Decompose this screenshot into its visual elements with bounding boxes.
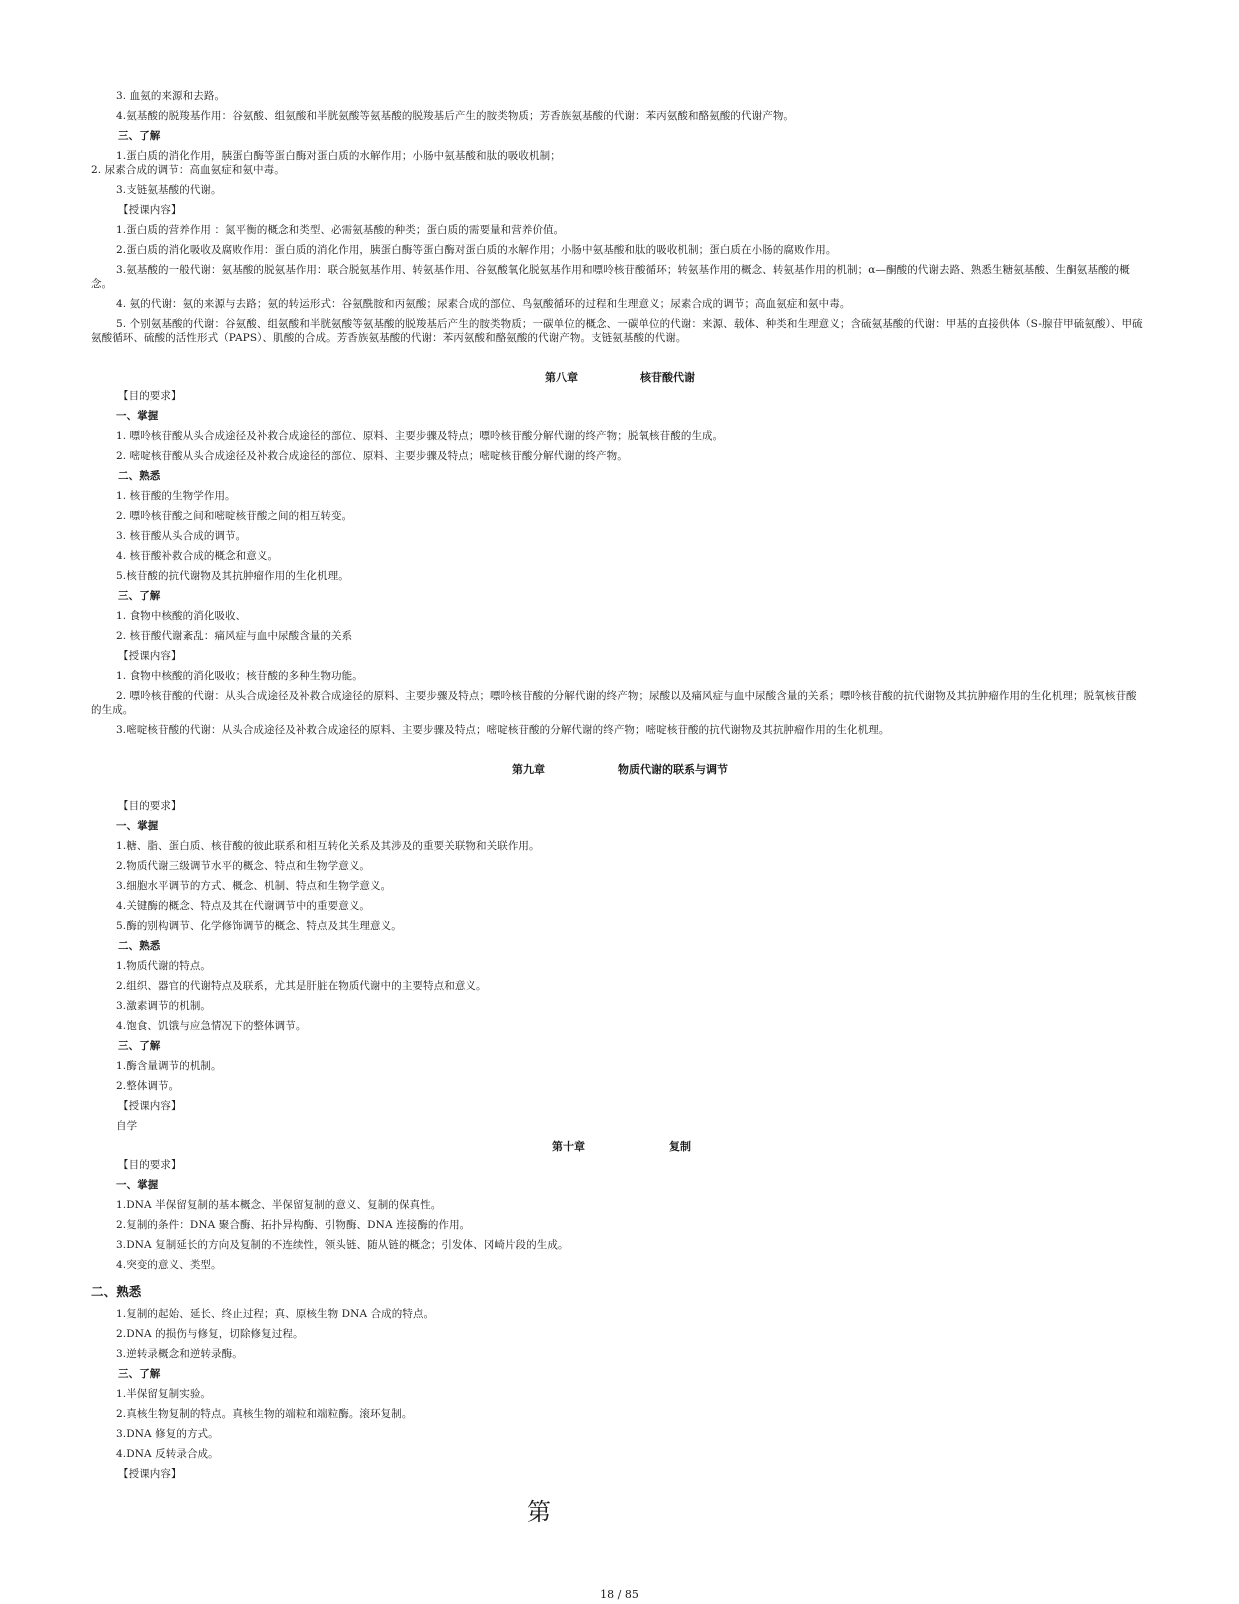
text-line: 1.DNA 半保留复制的基本概念、半保留复制的意义、复制的保真性。 — [116, 1199, 442, 1211]
text-line: 1.物质代谢的特点。 — [116, 960, 212, 972]
text-line: 3. 核苷酸从头合成的调节。 — [116, 530, 247, 542]
text-line: 4.饱食、饥饿与应急情况下的整体调节。 — [116, 1020, 307, 1032]
text-line: 5.核苷酸的抗代谢物及其抗肿瘤作用的生化机理。 — [116, 570, 349, 582]
text-line: 2. 嘌呤核苷酸之间和嘧啶核苷酸之间的相互转变。 — [116, 510, 353, 522]
section-heading: 二、熟悉 — [118, 940, 161, 952]
text-line: 2. 嘧啶核苷酸从头合成途径及补救合成途径的部位、原料、主要步骤及特点；嘧啶核苷酸分解代谢的终产物。 — [116, 450, 628, 462]
section-heading: 三、了解 — [118, 1368, 161, 1380]
section-heading: 三、了解 — [118, 590, 161, 602]
chapter-number: 第十章 — [552, 1140, 585, 1153]
section-heading: 三、了解 — [118, 1040, 161, 1052]
section-label: 【授课内容】 — [118, 650, 182, 662]
text-line: 1. 核苷酸的生物学作用。 — [116, 490, 236, 502]
chapter-title: 物质代谢的联系与调节 — [618, 763, 728, 776]
text-line: 2.DNA 的损伤与修复，切除修复过程。 — [116, 1328, 304, 1340]
text-line: 4.氨基酸的脱羧基作用：谷氨酸、组氨酸和半胱氨酸等氨基酸的脱羧基后产生的胺类物质；芳香族氨基酸的代谢：苯丙氨酸和酪氨酸的代谢产物。 — [116, 110, 795, 122]
section-label: 【目的要求】 — [118, 800, 182, 812]
text-line: 3.支链氨基酸的代谢。 — [116, 184, 222, 196]
text-line: 1.半保留复制实验。 — [116, 1388, 212, 1400]
text-line: 2.整体调节。 — [116, 1080, 180, 1092]
text-line: 3.细胞水平调节的方式、概念、机制、特点和生物学意义。 — [116, 880, 392, 892]
section-heading: 二、熟悉 — [118, 470, 161, 482]
text-line: 2.蛋白质的消化吸收及腐败作用：蛋白质的消化作用，胰蛋白酶等蛋白酶对蛋白质的水解作用；小肠中氨基酸和肽的吸收机制；蛋白质在小肠的腐败作用。 — [116, 244, 837, 256]
text-line: 4.DNA 反转录合成。 — [116, 1448, 219, 1460]
text-line: 1. 嘌呤核苷酸从头合成途径及补救合成途径的部位、原料、主要步骤及特点；嘌呤核苷酸分解代谢的终产物；脱氧核苷酸的生成。 — [116, 430, 724, 442]
chapter-number: 第九章 — [512, 763, 545, 776]
text-line: 1.糖、脂、蛋白质、核苷酸的彼此联系和相互转化关系及其涉及的重要关联物和关联作用。 — [116, 840, 540, 852]
text-line: 4.突变的意义、类型。 — [116, 1259, 222, 1271]
text-line: 2.真核生物复制的特点。真核生物的端粒和端粒酶。滚环复制。 — [116, 1408, 413, 1420]
text-line: 1. 食物中核酸的消化吸收、 — [116, 610, 247, 622]
section-heading: 一、掌握 — [116, 410, 159, 422]
section-heading: 三、了解 — [118, 130, 161, 142]
text-line: 1.蛋白质的营养作用 ：氮平衡的概念和类型、必需氨基酸的种类；蛋白质的需要量和营养价值。 — [116, 224, 565, 236]
text-line: 2.复制的条件：DNA 聚合酶、拓扑异构酶、引物酶、DNA 连接酶的作用。 — [116, 1219, 471, 1231]
text-line: 4. 氨的代谢：氨的来源与去路；氨的转运形式：谷氨酰胺和丙氨酸；尿素合成的部位、鸟氨酸循环的过程和生理意义；尿素合成的调节；高血氨症和氨中毒。 — [116, 298, 851, 310]
text-line: 4.关键酶的概念、特点及其在代谢调节中的重要意义。 — [116, 900, 371, 912]
text-line: 5.酶的别构调节、化学修饰调节的概念、特点及其生理意义。 — [116, 920, 402, 932]
text-line: 3.DNA 复制延长的方向及复制的不连续性，领头链、随从链的概念；引发体、冈崎片段的生成。 — [116, 1239, 569, 1251]
text-paragraph: 5. 个别氨基酸的代谢：谷氨酸、组氨酸和半胱氨酸等氨基酸的脱羧基后产生的胺类物质；一碳单位的概念、一碳单位的代谢：来源、载体、种类和生理意义；含硫氨基酸的代谢：甲基的直接供体（S-腺苷甲硫氨酸）、甲硫氨酸循环、硫酸的活性形式（PAPS）、肌酸的合成。芳香族氨基酸的代谢：苯丙氨酸和酪氨酸的代谢产物。支链氨基酸的代谢。 — [91, 318, 1143, 344]
section-heading: 一、掌握 — [116, 820, 159, 832]
text-line: 3. 血氨的来源和去路。 — [116, 90, 226, 102]
text-line: 4. 核苷酸补救合成的概念和意义。 — [116, 550, 279, 562]
text-line: 1.复制的起始、延长、终止过程；真、原核生物 DNA 合成的特点。 — [116, 1308, 435, 1320]
section-label: 【目的要求】 — [118, 390, 182, 402]
text-line: 1. 食物中核酸的消化吸收；核苷酸的多种生物功能。 — [116, 670, 363, 682]
section-label: 【目的要求】 — [118, 1159, 182, 1171]
text-line: 3.DNA 修复的方式。 — [116, 1428, 219, 1440]
text-line: 1.酶含量调节的机制。 — [116, 1060, 222, 1072]
text-line: 自学 — [116, 1120, 138, 1132]
text-line: 3.嘧啶核苷酸的代谢：从头合成途径及补救合成途径的原料、主要步骤及特点；嘧啶核苷酸的分解代谢的终产物；嘧啶核苷酸的抗代谢物及其抗肿瘤作用的生化机理。 — [116, 724, 890, 736]
text-line: 2.组织、器官的代谢特点及联系，尤其是肝脏在物质代谢中的主要特点和意义。 — [116, 980, 487, 992]
section-heading: 二、熟悉 — [91, 1284, 142, 1299]
chapter-title: 核苷酸代谢 — [640, 371, 695, 384]
page-number: 18 / 85 — [600, 1588, 639, 1601]
section-label: 【授课内容】 — [118, 204, 182, 216]
section-heading: 一、掌握 — [116, 1179, 159, 1191]
text-line: 3.激素调节的机制。 — [116, 1000, 212, 1012]
text-line: 1.蛋白质的消化作用，胰蛋白酶等蛋白酶对蛋白质的水解作用；小肠中氨基酸和肽的吸收机制； — [116, 150, 561, 162]
footer-heading-fragment: 第 — [527, 1498, 551, 1526]
section-label: 【授课内容】 — [118, 1468, 182, 1480]
text-line: 3.逆转录概念和逆转录酶。 — [116, 1348, 243, 1360]
text-paragraph: 3.氨基酸的一般代谢：氨基酸的脱氨基作用：联合脱氨基作用、转氨基作用、谷氨酸氧化脱氨基作用和嘌呤核苷酸循环；转氨基作用的概念、转氨基作用的机制；α—酮酸的代谢去路、熟悉生糖氨基酸、生酮氨基酸的概念。 — [91, 264, 1130, 290]
text-paragraph: 2. 嘌呤核苷酸的代谢：从头合成途径及补救合成途径的原料、主要步骤及特点；嘌呤核苷酸的分解代谢的终产物；尿酸以及痛风症与血中尿酸含量的关系；嘌呤核苷酸的抗代谢物及其抗肿瘤作用的生化机理；脱氧核苷酸的生成。 — [91, 690, 1137, 716]
text-line: 2. 尿素合成的调节：高血氨症和氨中毒。 — [91, 164, 285, 176]
text-line: 2. 核苷酸代谢紊乱：痛风症与血中尿酸含量的关系 — [116, 630, 353, 642]
chapter-number: 第八章 — [545, 371, 578, 384]
chapter-title: 复制 — [669, 1140, 691, 1153]
text-line: 2.物质代谢三级调节水平的概念、特点和生物学意义。 — [116, 860, 371, 872]
section-label: 【授课内容】 — [118, 1100, 182, 1112]
